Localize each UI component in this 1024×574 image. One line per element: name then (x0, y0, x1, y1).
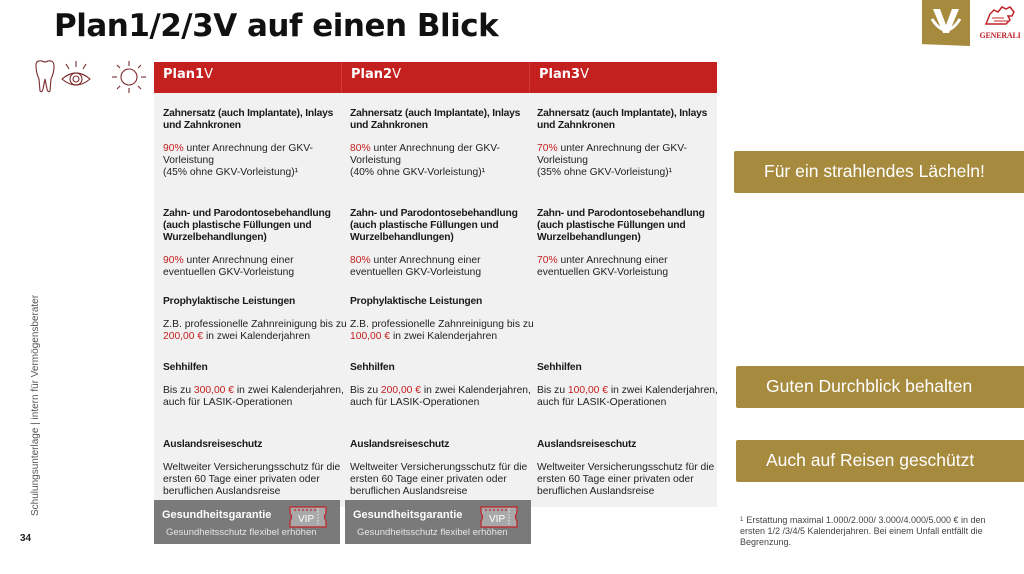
page-number: 34 (20, 533, 32, 544)
header-plan3: Plan3V (529, 62, 717, 93)
zahnersatz-cell: Zahnersatz (auch Implantate), Inlays und Zahnkronen 90% unter Anrechnung der GKV-Vorleistung (45% ohne GKV-Vorleistung)¹ (163, 108, 334, 178)
dv-logo (922, 0, 970, 46)
banner-travel: Auch auf Reisen geschützt (736, 440, 1024, 482)
generali-wordmark: GENERALI (979, 31, 1021, 40)
tooth-icon (36, 61, 54, 92)
zahnbehandlung-cell: Zahn- und Parodontosebehandlung (auch plastische Füllungen und Wurzelbehandlungen) 80% unter Anrechnung einer eventuellen GKV-Vorleistung (350, 208, 518, 278)
zahnersatz-cell: Zahnersatz (auch Implantate), Inlays und Zahnkronen 70% unter Anrechnung der GKV-Vorleistung (35% ohne GKV-Vorleistung)¹ (537, 108, 708, 178)
sun-icon (112, 61, 146, 93)
prophylaxe-cell: Prophylaktische Leistungen Z.B. professionelle Zahnreinigung bis zu 200,00 € in zwei Kalenderjahren (163, 296, 347, 342)
header-plan1: Plan1V (163, 67, 213, 82)
zahnbehandlung-cell: Zahn- und Parodontosebehandlung (auch plastische Füllungen und Wurzelbehandlungen) 70% unter Anrechnung einer eventuellen GKV-Vorleistung (537, 208, 705, 278)
eye-icon (62, 61, 90, 85)
document-classification: Schulungsunterlage | intern für Vermögensberater (30, 294, 41, 516)
footnote: $^1$ Erstattung maximal 1.000/2.000/ 3.000/4.000/5.000 € in den ersten 1/2 /3/4/5 Kalenderjahren. Bei einem Unfall entfällt die Begrenzung. (740, 515, 986, 547)
vip-ticket-icon (288, 505, 328, 529)
gesundheitsgarantie-box: Gesundheitsgarantie Gesundheitsschutz flexibel erhöhen VIP (154, 500, 340, 544)
prophylaxe-cell: Prophylaktische Leistungen Z.B. professionelle Zahnreinigung bis zu 100,00 € in zwei Kalenderjahren (350, 296, 534, 342)
zahnbehandlung-cell: Zahn- und Parodontosebehandlung (auch plastische Füllungen und Wurzelbehandlungen) 90% unter Anrechnung einer eventuellen GKV-Vorleistung (163, 208, 331, 278)
sehhilfen-cell: Sehhilfen Bis zu 300,00 € in zwei Kalenderjahren, auch für LASIK-Operationen (163, 362, 344, 408)
plan-comparison-table (154, 62, 717, 507)
page-title: Plan1/2/3V auf einen Blick (54, 8, 499, 44)
zahnersatz-cell: Zahnersatz (auch Implantate), Inlays und Zahnkronen 80% unter Anrechnung der GKV-Vorleistung (40% ohne GKV-Vorleistung)¹ (350, 108, 521, 178)
svg-text:VIP: VIP (298, 514, 315, 525)
banner-smile: Für ein strahlendes Lächeln! (734, 151, 1024, 193)
sehhilfen-cell: Sehhilfen Bis zu 100,00 € in zwei Kalenderjahren, auch für LASIK-Operationen (537, 362, 718, 408)
vip-ticket-icon (479, 505, 519, 529)
ausland-cell: Auslandsreiseschutz Weltweiter Versicherungsschutz für die ersten 60 Tage einer privaten oder beruflichen Auslandsreise (537, 439, 715, 497)
banner-vision: Guten Durchblick behalten (736, 366, 1024, 408)
svg-text:VIP: VIP (489, 514, 506, 525)
gesundheitsgarantie-box: Gesundheitsgarantie Gesundheitsschutz flexibel erhöhen VIP (345, 500, 531, 544)
ausland-cell: Auslandsreiseschutz Weltweiter Versicherungsschutz für die ersten 60 Tage einer privaten oder beruflichen Auslandsreise (163, 439, 341, 497)
ausland-cell: Auslandsreiseschutz Weltweiter Versicherungsschutz für die ersten 60 Tage einer privaten oder beruflichen Auslandsreise (350, 439, 528, 497)
header-plan2: Plan2V (341, 62, 529, 93)
dv-logo-icon (930, 5, 962, 39)
table-header (154, 62, 717, 93)
benefit-icons (32, 59, 150, 95)
generali-logo (978, 4, 1022, 40)
lion-icon (982, 4, 1018, 28)
sehhilfen-cell: Sehhilfen Bis zu 200,00 € in zwei Kalenderjahren, auch für LASIK-Operationen (350, 362, 531, 408)
